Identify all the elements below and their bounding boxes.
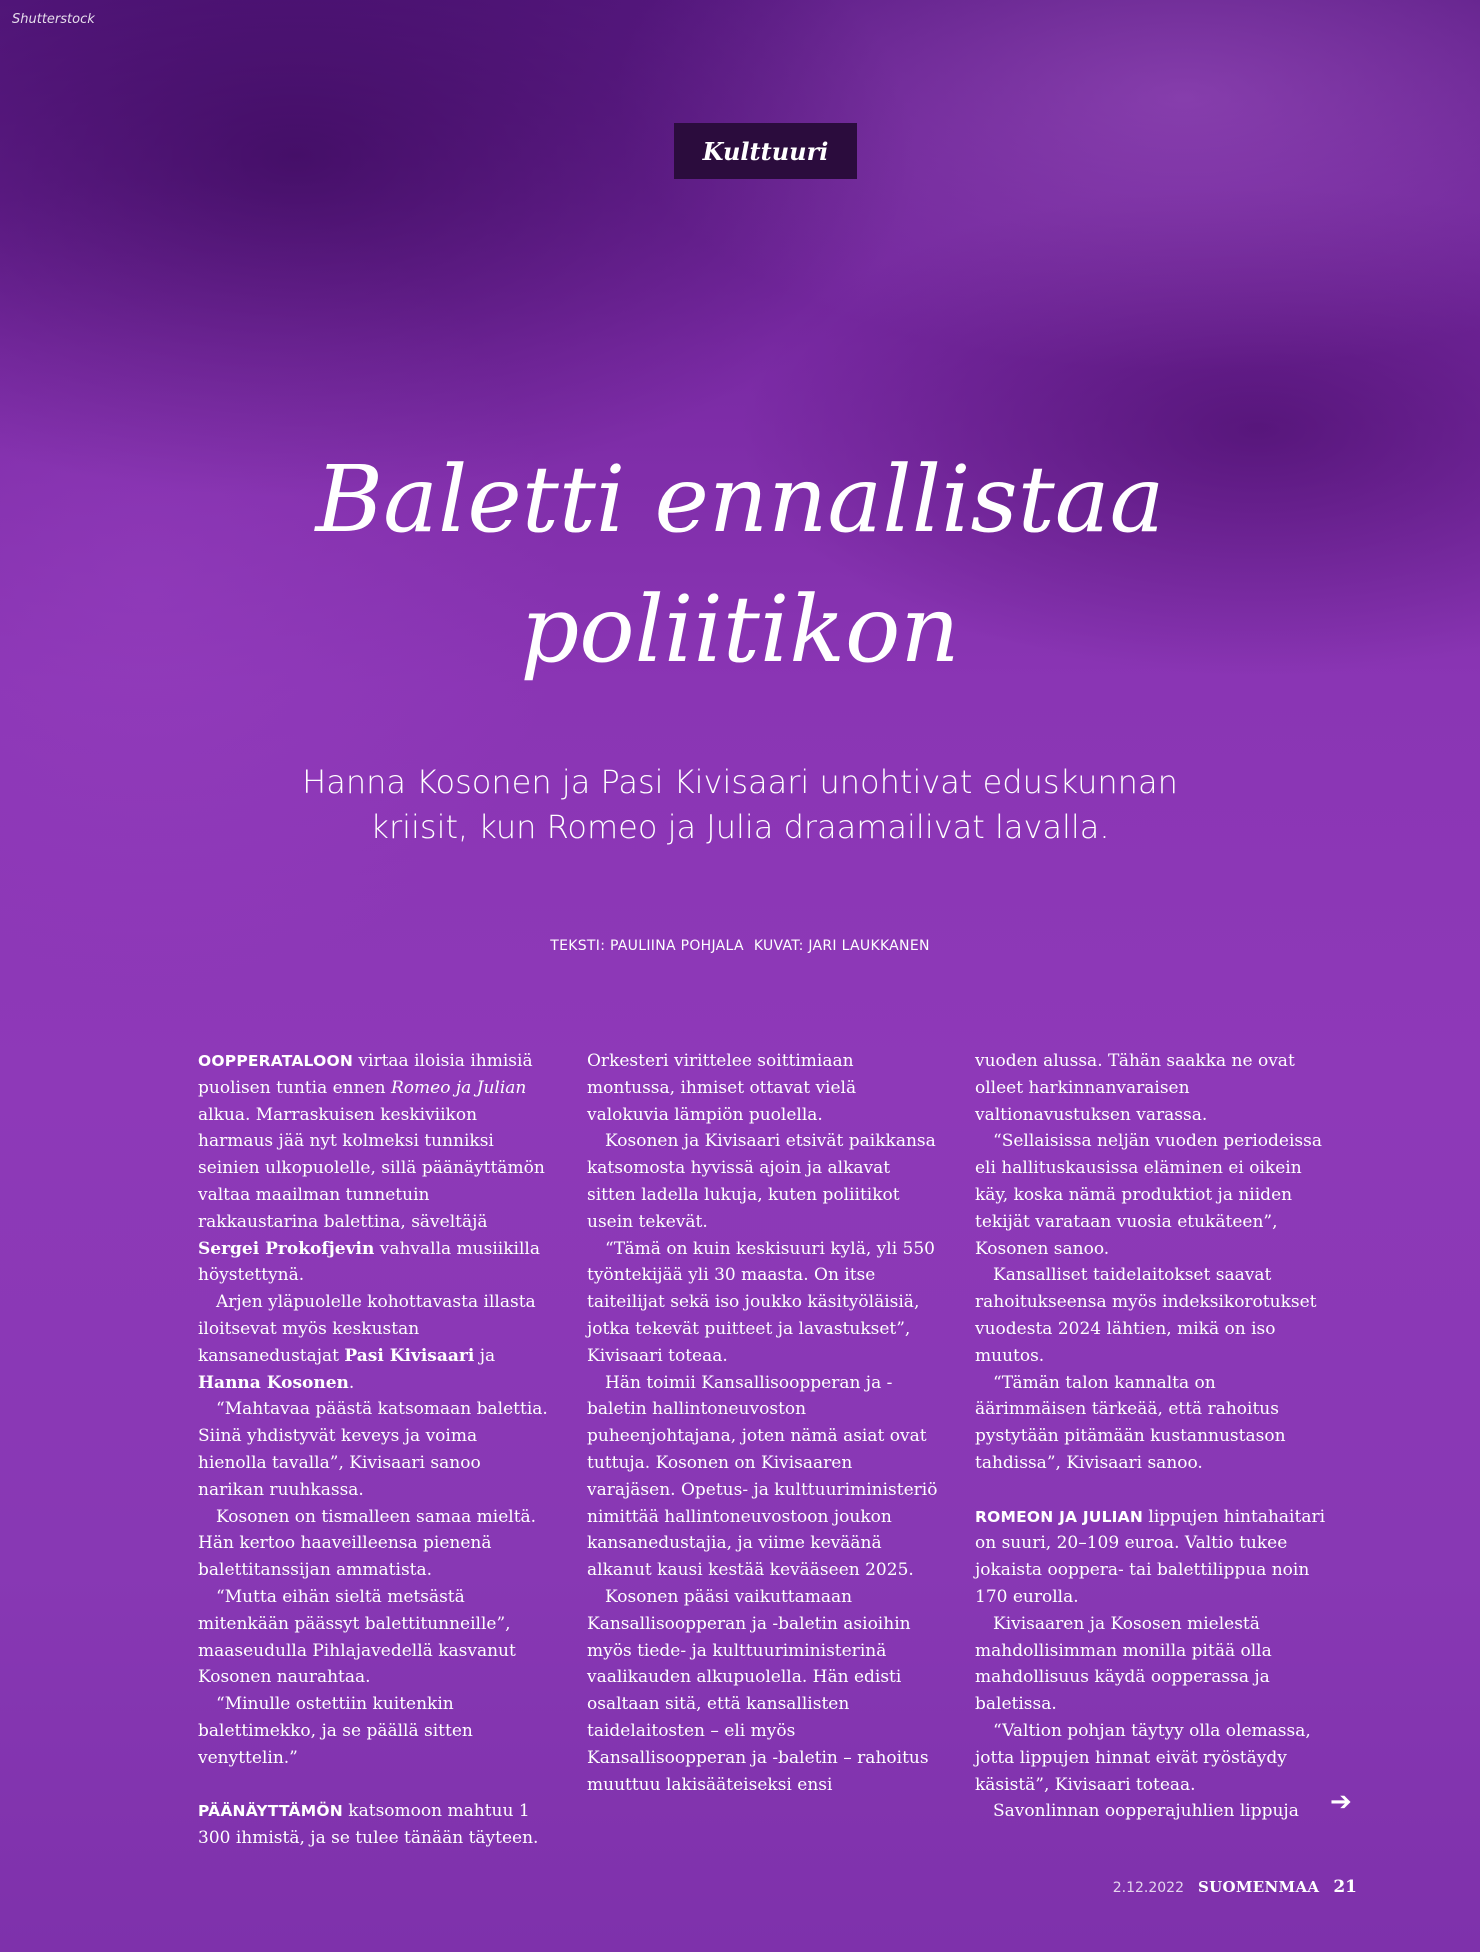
byline [340,938,1140,954]
lead-in: PÄÄNÄYTTÄMÖN [198,1802,343,1821]
article-column-1 [198,1048,550,1852]
footer-date: 2.12.2022 [1112,1880,1185,1896]
paragraph: Kosonen pääsi vaikuttamaan Kansallisoopperan ja -baletin asioihin myös tiede- ja kulttuuriministerinä vaalikauden alkupuolella. Hän edisti osaltaan sitä, että kansallisten taidelaitosten – eli myös Kansallisoopperan ja -baletin – rahoitus muuttuu lakisääteiseksi ensi [587,1586,929,1795]
byline-photos: KUVAT: JARI LAUKKANEN [753,938,930,954]
paragraph: Hän toimii Kansallisoopperan ja -baletin hallintoneuvoston puheenjohtajana, joten nämä asiat ovat tuttuja. Kosonen on Kivisaaren varajäsen. Opetus- ja kulttuuriministeriö nimittää hallintoneuvostoon joukon kansanedustajia, ja viime keväänä alkanut kausi kestää kevääseen 2025. [587,1372,938,1581]
paragraph: Kosonen ja Kivisaari etsivät paikkansa katsomosta hyvissä ajoin ja alkavat sitten ladella lukuja, kuten poliitikot usein tekevät. [587,1131,936,1232]
paragraph: PÄÄNÄYTTÄMÖN katsomoon mahtuu 1 300 ihmistä, ja se tulee tänään täyteen. [198,1801,539,1849]
person-name: Hanna Kosonen [198,1372,349,1393]
lead-line-2: kriisit, kun Romeo ja Julia draamailivat lavalla. [370,808,1110,846]
byline-text: TEKSTI: PAULIINA POHJALA [550,938,744,954]
page-footer [1113,1877,1357,1897]
photo-credit: Shutterstock [12,12,95,27]
paragraph: Arjen yläpuolelle kohottavasta illasta iloitsevat myös keskustan kansanedustajat Pasi Kivisaari ja Hanna Kosonen. [198,1292,536,1393]
paragraph: Kansalliset taidelaitokset saavat rahoitukseensa myös indeksikorotukset vuodesta 2024 lähtien, mikä on iso muutos. [975,1265,1317,1366]
headline-line-1: Baletti ennallistaa [315,446,1165,553]
lead-in: ROMEON JA JULIAN [975,1507,1143,1526]
footer-magazine: SUOMENMAA [1198,1878,1320,1896]
lead-line-1: Hanna Kosonen ja Pasi Kivisaari unohtivat eduskunnan [302,763,1178,801]
paragraph: “Tämän talon kannalta on äärimmäisen tärkeää, että rahoitus pystytään pitämään kustannustason tahdissa”, Kivisaari sanoo. [975,1372,1286,1473]
paragraph: “Minulle ostettiin kuitenkin balettimekko, ja se päällä sitten venyttelin.” [198,1694,473,1768]
headline-line-2: poliitikon [520,576,960,683]
article-column-3 [975,1048,1327,1825]
arrow-right-icon: ➔ [1330,1787,1352,1817]
lead-in: OOPPERATALOON [198,1052,354,1070]
section-tag: Kulttuuri [674,123,857,179]
page-number: 21 [1333,1877,1357,1897]
paragraph: “Mahtavaa päästä katsomaan balettia. Siinä yhdistyvät keveys ja voima hienolla tavalla”, Kivisaari sanoo narikan ruuhkassa. [198,1399,548,1500]
paragraph: “Sellaisissa neljän vuoden periodeissa eli hallituskausissa eläminen ei oikein käy, koska nämä produktiot ja niiden tekijät varataan vuosia etukäteen”, Kosonen sanoo. [975,1131,1322,1259]
paragraph: Savonlinnan oopperajuhlien lippuja [993,1801,1299,1822]
lead-paragraph [240,760,1240,850]
paragraph: “Valtion pohjan täytyy olla olemassa, jotta lippujen hinnat eivät ryöstäydy käsistä”, Kivisaari toteaa. [975,1720,1311,1795]
paragraph: ROMEON JA JULIAN lippujen hintahaitari on suuri, 20–109 euroa. Valtio tukee jokaista ooppera- tai balettilippua noin 170 eurolla. [975,1506,1326,1607]
paragraph: vuoden alussa. Tähän saakka ne ovat olleet harkinnanvaraisen valtionavustuksen varassa. [975,1051,1295,1125]
paragraph: Orkesteri virittelee soittimiaan montussa, ihmiset ottavat vielä valokuvia lämpiön puolella. [587,1051,857,1125]
paragraph: Kivisaaren ja Kososen mielestä mahdollisimman monilla pitää olla mahdollisuus käydä oopperassa ja baletissa. [975,1613,1272,1715]
paragraph: “Mutta eihän sieltä metsästä mitenkään päässyt balettitunneille”, maaseudulla Pihlajavedellä kasvanut Kosonen naurahtaa. [198,1586,516,1688]
person-name: Sergei Prokofjevin [198,1238,375,1259]
article-column-2 [587,1048,939,1798]
headline [240,435,1240,695]
paragraph: OOPPERATALOON virtaa iloisia ihmisiä puolisen tuntia ennen Romeo ja Julian alkua. Marraskuisen keskiviikon harmaus jää nyt kolmeksi tunniksi seinien ulkopuolelle, sillä päänäyttämön valtaa maailman tunnetuin rakkaustarina balettina, säveltäjä Sergei Prokofjevin vahvalla musiikilla höystettynä. [198,1051,545,1286]
paragraph: “Tämä on kuin keskisuuri kylä, yli 550 työntekijää yli 30 maasta. On itse taiteilijat sekä iso joukko käsityöläisiä, jotka tekevät puitteet ja lavastukset”, Kivisaari toteaa. [587,1238,935,1366]
person-name: Pasi Kivisaari [344,1345,475,1366]
paragraph: Kosonen on tismalleen samaa mieltä. Hän kertoo haaveilleensa pienenä balettitanssijan ammatista. [198,1506,537,1581]
